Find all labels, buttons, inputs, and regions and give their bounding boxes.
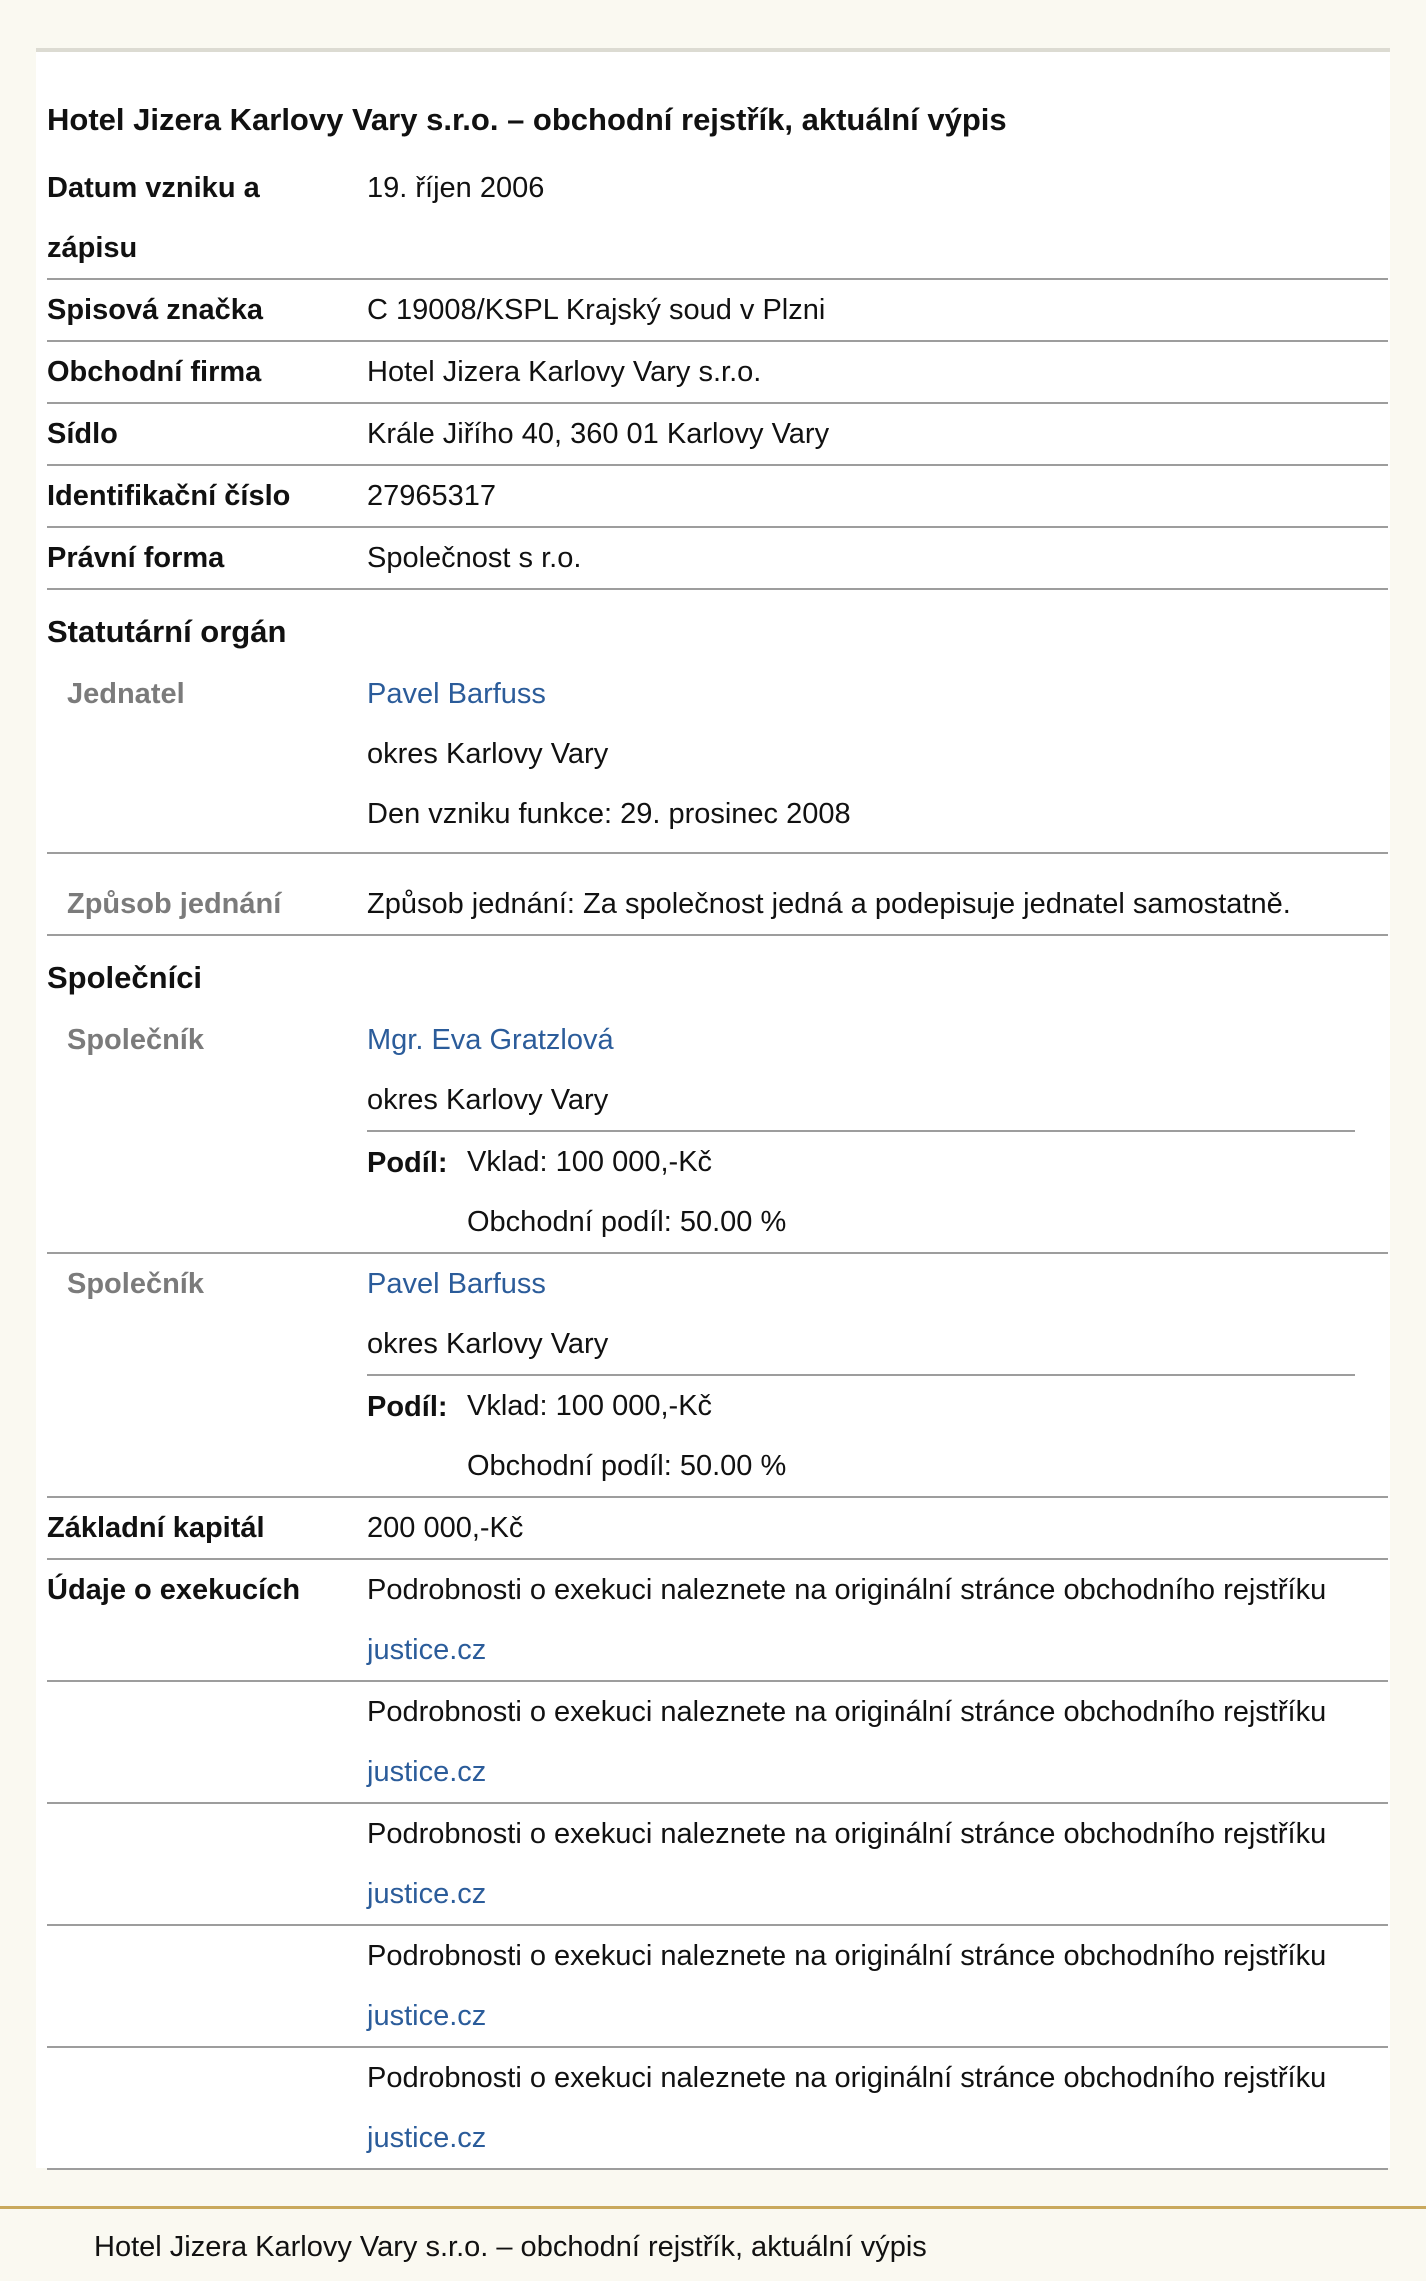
share-block (367, 1130, 1355, 1252)
row-label: Spisová značka (47, 294, 263, 326)
row-label: Společník (67, 1268, 204, 1300)
row-label: Datum vzniku a (47, 172, 260, 204)
row-jednatel (47, 664, 1388, 853)
exekuce-text: Podrobnosti o exekuci naleznete na originální stránce obchodního rejstříku (367, 1818, 1327, 1850)
justice-link[interactable]: justice.cz (367, 1634, 487, 1666)
row-value: Hotel Jizera Karlovy Vary s.r.o. (367, 356, 762, 388)
share-label: Podíl: (367, 1147, 448, 1179)
person-link[interactable]: Mgr. Eva Gratzlová (367, 1024, 614, 1056)
person-district: okres Karlovy Vary (367, 1084, 609, 1116)
share-deposit: Vklad: 100 000,-Kč (467, 1390, 713, 1422)
footer-title: Hotel Jizera Karlovy Vary s.r.o. – obchodní rejstřík, aktuální výpis (94, 2231, 927, 2263)
exekuce-text: Podrobnosti o exekuci naleznete na originální stránce obchodního rejstříku (367, 1940, 1327, 1972)
function-since: Den vzniku funkce: 29. prosinec 2008 (367, 798, 851, 830)
share-deposit: Vklad: 100 000,-Kč (467, 1146, 713, 1178)
register-table (47, 158, 1388, 2170)
section-spolecnici (47, 935, 1388, 1010)
row-label: Společník (67, 1024, 204, 1056)
row-ico (47, 465, 1388, 527)
exekuce-text: Podrobnosti o exekuci naleznete na originální stránce obchodního rejstříku (367, 1574, 1327, 1606)
row-label: Identifikační číslo (47, 480, 291, 512)
person-district: okres Karlovy Vary (367, 738, 609, 770)
row-exekuce (47, 2047, 1388, 2169)
row-spisova (47, 279, 1388, 341)
row-sidlo (47, 403, 1388, 465)
row-label: Obchodní firma (47, 356, 262, 388)
person-link[interactable]: Pavel Barfuss (367, 1268, 546, 1300)
person-district: okres Karlovy Vary (367, 1328, 609, 1360)
row-label: Sídlo (47, 418, 118, 450)
share-percent: Obchodní podíl: 50.00 % (467, 1450, 787, 1482)
row-label: Způsob jednání (67, 888, 282, 920)
row-label: Právní forma (47, 542, 225, 574)
footer (0, 2206, 1426, 2281)
row-label: zápisu (47, 232, 138, 264)
section-statutarni (47, 589, 1388, 664)
share-label: Podíl: (367, 1391, 448, 1423)
row-exekuce (47, 1803, 1388, 1925)
row-label: Jednatel (67, 678, 185, 710)
row-spolecnik (47, 1010, 1388, 1253)
row-value: Společnost s r.o. (367, 542, 582, 574)
justice-link[interactable]: justice.cz (367, 1756, 487, 1788)
justice-link[interactable]: justice.cz (367, 2122, 487, 2154)
row-exekuce (47, 1925, 1388, 2047)
exekuce-text: Podrobnosti o exekuci naleznete na originální stránce obchodního rejstříku (367, 1696, 1327, 1728)
row-value: 19. říjen 2006 (367, 172, 545, 204)
row-exekuce (47, 1559, 1388, 1681)
row-datum (47, 158, 1388, 279)
register-panel (36, 48, 1390, 2168)
row-value: C 19008/KSPL Krajský soud v Plzni (367, 294, 826, 326)
person-link[interactable]: Pavel Barfuss (367, 678, 546, 710)
section-heading: Společníci (47, 960, 203, 995)
row-label: Základní kapitál (47, 1512, 265, 1544)
exekuce-text: Podrobnosti o exekuci naleznete na originální stránce obchodního rejstříku (367, 2062, 1327, 2094)
row-spolecnik (47, 1253, 1388, 1497)
page-title: Hotel Jizera Karlovy Vary s.r.o. – obchodní rejstřík, aktuální výpis (47, 102, 1007, 137)
row-firma (47, 341, 1388, 403)
row-value: Způsob jednání: Za společnost jedná a podepisuje jednatel samostatně. (367, 888, 1291, 920)
row-zpusob (47, 853, 1388, 935)
row-value: 200 000,-Kč (367, 1512, 524, 1544)
justice-link[interactable]: justice.cz (367, 2000, 487, 2032)
share-percent: Obchodní podíl: 50.00 % (467, 1206, 787, 1238)
share-block (367, 1374, 1355, 1496)
justice-link[interactable]: justice.cz (367, 1878, 487, 1910)
row-kapital (47, 1497, 1388, 1559)
row-label: Údaje o exekucích (47, 1574, 301, 1606)
row-value: Krále Jiřího 40, 360 01 Karlovy Vary (367, 418, 830, 450)
row-exekuce (47, 1681, 1388, 1803)
row-forma (47, 527, 1388, 589)
row-value: 27965317 (367, 480, 497, 512)
section-heading: Statutární orgán (47, 614, 287, 649)
